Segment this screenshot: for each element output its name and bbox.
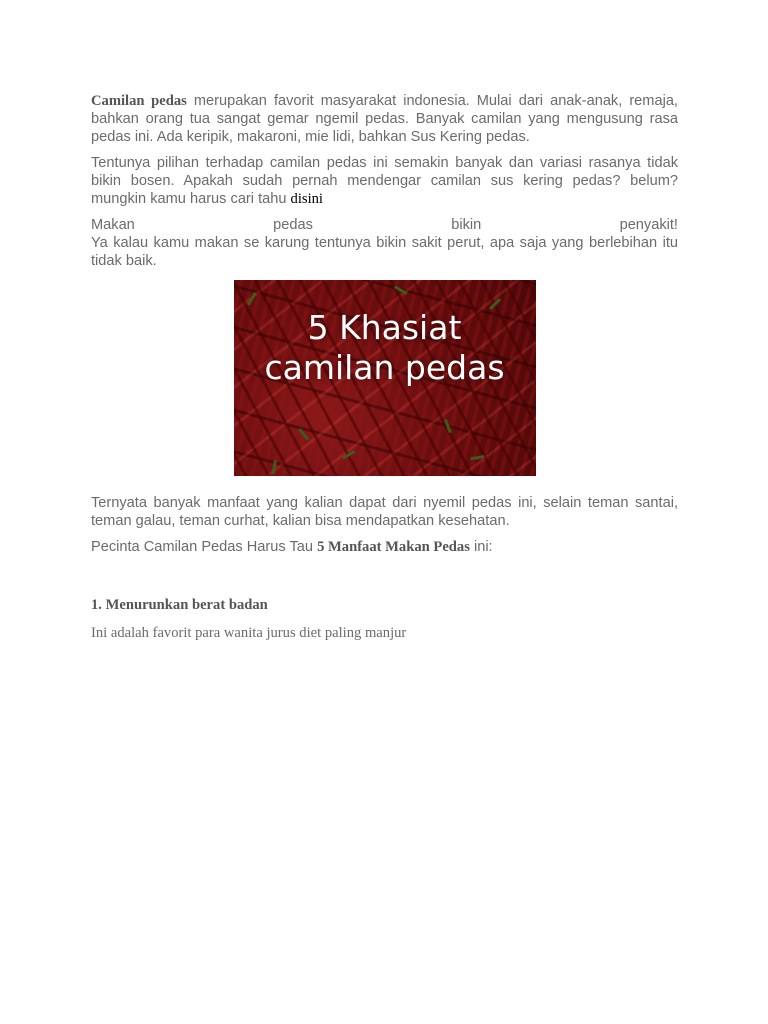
warning-word-2: pedas [273,217,313,233]
paragraph-benefits: Ternyata banyak manfaat yang kalian dapat dari nyemil pedas ini, selain teman santai, teman galau, teman curhat, kalian bisa mendapatkan kesehatan. [91,495,678,529]
heading-weight-loss: 1. Menurunkan berat badan [91,597,268,613]
five-benefits-bold: 5 Manfaat Makan Pedas [317,539,470,555]
banner-caption [234,308,536,388]
intro-text: merupakan favorit masyarakat indonesia. Mulai dari anak-anak, remaja, bahkan orang tua sangat gemar ngemil pedas. Banyak camilan yang mengusung rasa pedas ini. Ada keripik, makaroni, mie lidi, bahkan Sus Kering pedas. [91,93,678,145]
article-body [91,92,678,642]
paragraph-diet: Ini adalah favorit para wanita jurus diet paling manjur [91,625,407,641]
paragraph-warning-line [91,216,678,234]
variety-text: Tentunya pilihan terhadap camilan pedas ini semakin banyak dan variasi rasanya tidak bikin bosen. Apakah sudah pernah mendengar camilan sus kering pedas? belum? mungkin kamu harus cari tahu [91,155,678,207]
disini-link[interactable]: disini [290,191,323,207]
paragraph-five-benefits [91,538,678,556]
intro-lead-bold: Camilan pedas [91,93,187,109]
paragraph-variety [91,154,678,208]
warning-word-4: penyakit! [619,217,678,233]
warning-word-1: Makan [91,217,135,233]
paragraph-warning-rest: Ya kalau kamu makan se karung tentunya bikin sakit perut, apa saja yang berlebihan itu tidak baik. [91,235,678,269]
banner-line-2: camilan pedas [264,348,505,387]
paragraph-intro [91,92,678,146]
five-benefits-after: ini: [469,539,493,555]
chili-banner-image [234,280,536,476]
banner-line-1: 5 Khasiat [307,308,462,347]
five-benefits-before: Pecinta Camilan Pedas Harus Tau [91,539,318,555]
warning-word-3: bikin [451,217,482,233]
